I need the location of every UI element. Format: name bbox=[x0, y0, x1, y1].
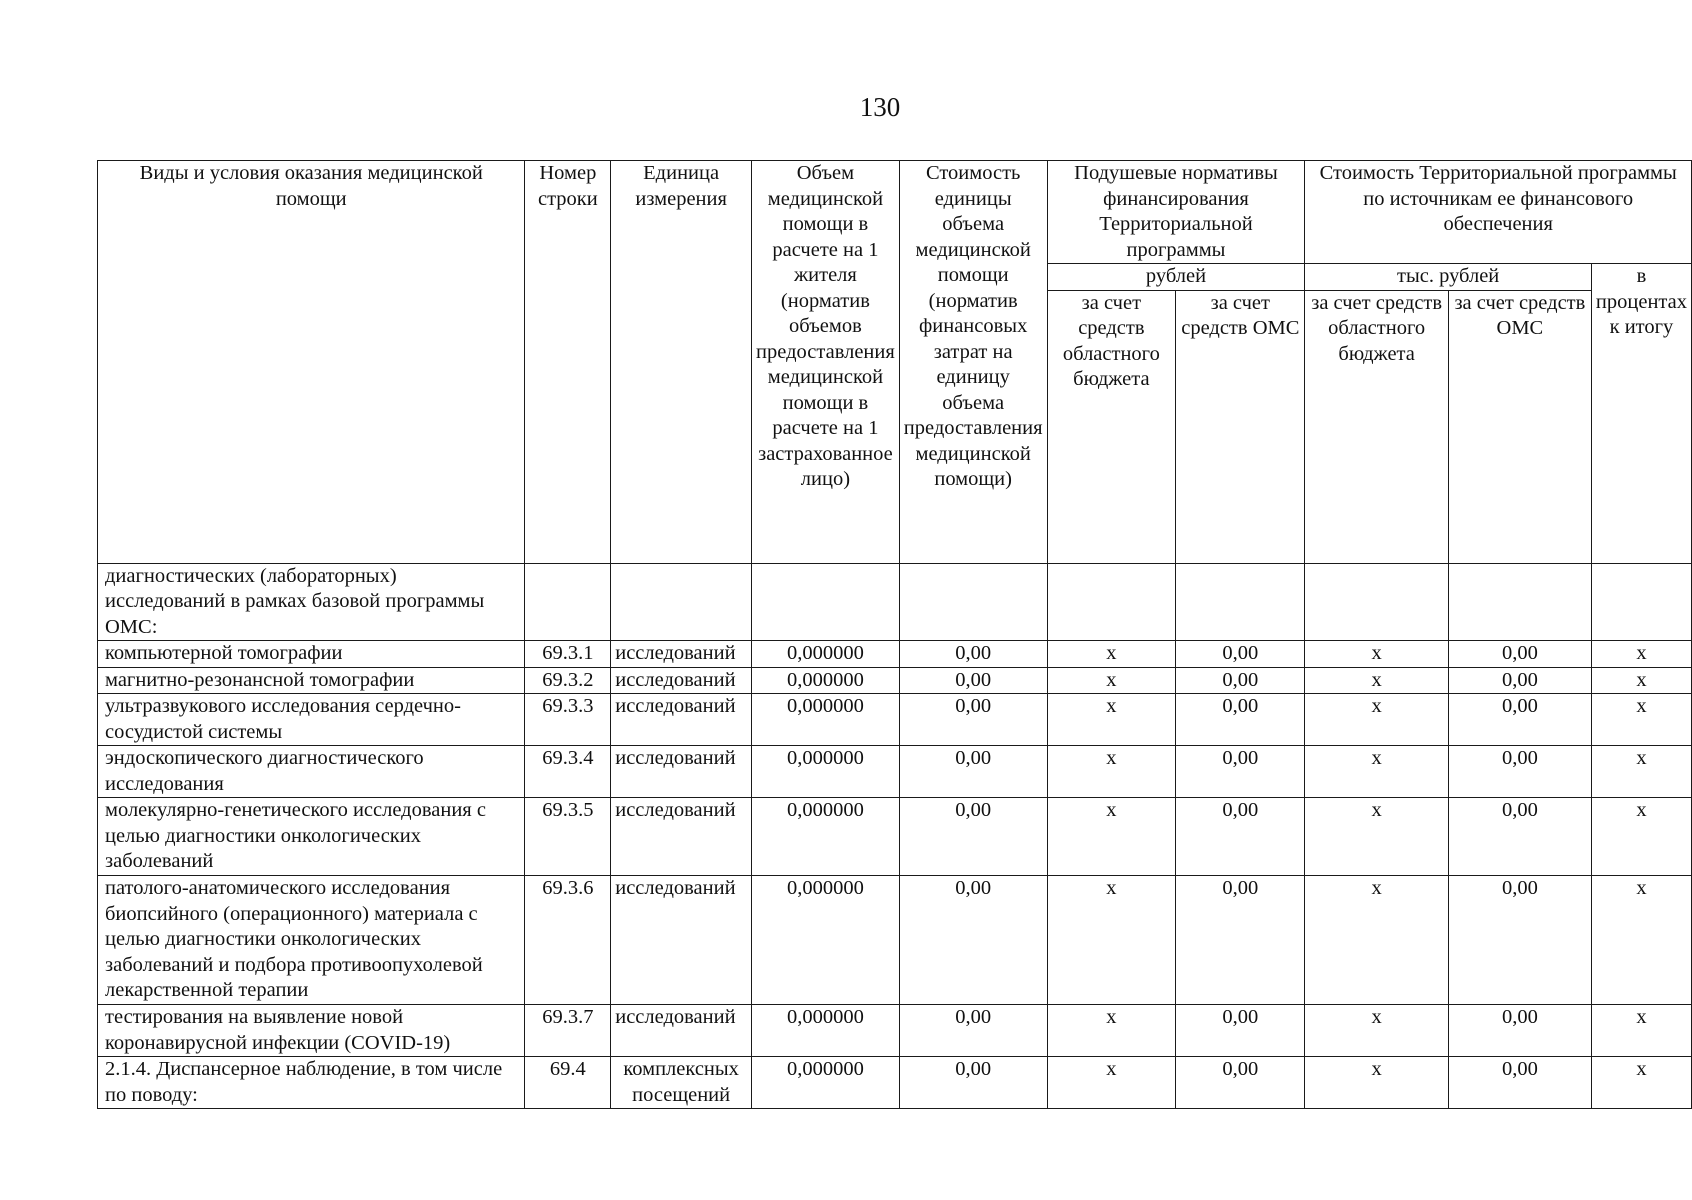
cell-pc-budget: x bbox=[1047, 798, 1176, 876]
header-volume: Объем медицинской помощи в расчете на 1 жителя (норматив объемов предоставления медицинской помощи в расчете на 1 застрахованное лицо) bbox=[752, 161, 900, 564]
cell-num: 69.3.7 bbox=[525, 1005, 611, 1057]
cell-percent: x bbox=[1591, 798, 1691, 876]
cell-tp-budget: x bbox=[1305, 641, 1448, 668]
header-unit-rub: рублей bbox=[1047, 264, 1305, 291]
cell-cost bbox=[899, 563, 1047, 641]
cell-cost: 0,00 bbox=[899, 641, 1047, 668]
cell-name: эндоскопического диагностического исследования bbox=[98, 746, 525, 798]
cell-tp-oms: 0,00 bbox=[1448, 746, 1591, 798]
cell-pc-oms: 0,00 bbox=[1176, 667, 1305, 694]
cell-tp-oms: 0,00 bbox=[1448, 1005, 1591, 1057]
cell-pc-oms: 0,00 bbox=[1176, 876, 1305, 1005]
cell-volume bbox=[752, 563, 900, 641]
table-row bbox=[98, 1005, 1692, 1057]
table-row bbox=[98, 876, 1692, 1005]
cell-num: 69.3.2 bbox=[525, 667, 611, 694]
cell-pc-budget: x bbox=[1047, 746, 1176, 798]
header-tp-oms: за счет средств ОМС bbox=[1448, 290, 1591, 563]
cell-tp-budget: x bbox=[1305, 876, 1448, 1005]
cell-pc-oms: 0,00 bbox=[1176, 798, 1305, 876]
header-percent: в процентах к итогу bbox=[1591, 264, 1691, 564]
cell-cost: 0,00 bbox=[899, 798, 1047, 876]
cell-pc-oms: 0,00 bbox=[1176, 694, 1305, 746]
table-row bbox=[98, 694, 1692, 746]
financing-table bbox=[97, 160, 1692, 1109]
header-row-number: Номер строки bbox=[525, 161, 611, 564]
cell-pc-oms bbox=[1176, 563, 1305, 641]
cell-percent: x bbox=[1591, 746, 1691, 798]
header-program-cost-group: Стоимость Территориальной программы по источникам ее финансового обеспечения bbox=[1305, 161, 1692, 264]
cell-tp-oms: 0,00 bbox=[1448, 641, 1591, 668]
cell-percent bbox=[1591, 563, 1691, 641]
header-pc-oms: за счет средств ОМС bbox=[1176, 290, 1305, 563]
table-row bbox=[98, 746, 1692, 798]
table-row bbox=[98, 641, 1692, 668]
cell-pc-oms: 0,00 bbox=[1176, 1005, 1305, 1057]
cell-num: 69.3.4 bbox=[525, 746, 611, 798]
cell-volume: 0,000000 bbox=[752, 667, 900, 694]
cell-volume: 0,000000 bbox=[752, 798, 900, 876]
cell-volume: 0,000000 bbox=[752, 694, 900, 746]
cell-tp-budget: x bbox=[1305, 1005, 1448, 1057]
page-number: 130 bbox=[859, 92, 901, 122]
cell-percent: x bbox=[1591, 1005, 1691, 1057]
cell-cost: 0,00 bbox=[899, 694, 1047, 746]
cell-unit: исследований bbox=[611, 667, 752, 694]
cell-tp-budget: x bbox=[1305, 694, 1448, 746]
header-per-capita-group: Подушевые нормативы финансирования Территориальной программы bbox=[1047, 161, 1305, 264]
cell-pc-oms: 0,00 bbox=[1176, 1057, 1305, 1109]
cell-volume: 0,000000 bbox=[752, 1005, 900, 1057]
table-row bbox=[98, 798, 1692, 876]
cell-tp-oms: 0,00 bbox=[1448, 667, 1591, 694]
cell-name: ультразвукового исследования сердечно-сосудистой системы bbox=[98, 694, 525, 746]
cell-percent: x bbox=[1591, 1057, 1691, 1109]
header-unit: Единица измерения bbox=[611, 161, 752, 564]
cell-cost: 0,00 bbox=[899, 876, 1047, 1005]
header-unit-thousand-rub: тыс. рублей bbox=[1305, 264, 1591, 291]
cell-name: компьютерной томографии bbox=[98, 641, 525, 668]
cell-tp-budget bbox=[1305, 563, 1448, 641]
cell-name: тестирования на выявление новой коронавирусной инфекции (COVID-19) bbox=[98, 1005, 525, 1057]
cell-num: 69.4 bbox=[525, 1057, 611, 1109]
cell-cost: 0,00 bbox=[899, 1057, 1047, 1109]
cell-unit: исследований bbox=[611, 694, 752, 746]
cell-pc-budget: x bbox=[1047, 1057, 1176, 1109]
header-kind: Виды и условия оказания медицинской помощи bbox=[98, 161, 525, 564]
cell-percent: x bbox=[1591, 667, 1691, 694]
cell-unit: исследований bbox=[611, 876, 752, 1005]
cell-volume: 0,000000 bbox=[752, 1057, 900, 1109]
cell-unit: исследований bbox=[611, 798, 752, 876]
cell-percent: x bbox=[1591, 641, 1691, 668]
cell-unit: исследований bbox=[611, 641, 752, 668]
cell-tp-budget: x bbox=[1305, 798, 1448, 876]
cell-num: 69.3.6 bbox=[525, 876, 611, 1005]
cell-name: магнитно-резонансной томографии bbox=[98, 667, 525, 694]
cell-unit bbox=[611, 563, 752, 641]
cell-tp-budget: x bbox=[1305, 746, 1448, 798]
cell-unit: комплексных посещений bbox=[611, 1057, 752, 1109]
cell-unit: исследований bbox=[611, 746, 752, 798]
table-row bbox=[98, 1057, 1692, 1109]
cell-tp-oms: 0,00 bbox=[1448, 798, 1591, 876]
table-row bbox=[98, 667, 1692, 694]
table-row bbox=[98, 563, 1692, 641]
cell-tp-budget: x bbox=[1305, 1057, 1448, 1109]
cell-volume: 0,000000 bbox=[752, 746, 900, 798]
cell-name: молекулярно-генетического исследования с целью диагностики онкологических заболеваний bbox=[98, 798, 525, 876]
cell-percent: x bbox=[1591, 876, 1691, 1005]
cell-tp-budget: x bbox=[1305, 667, 1448, 694]
cell-tp-oms: 0,00 bbox=[1448, 876, 1591, 1005]
cell-pc-oms: 0,00 bbox=[1176, 746, 1305, 798]
header-tp-budget: за счет средств областного бюджета bbox=[1305, 290, 1448, 563]
cell-tp-oms bbox=[1448, 563, 1591, 641]
cell-num: 69.3.1 bbox=[525, 641, 611, 668]
cell-num bbox=[525, 563, 611, 641]
cell-pc-budget: x bbox=[1047, 1005, 1176, 1057]
cell-tp-oms: 0,00 bbox=[1448, 694, 1591, 746]
cell-pc-oms: 0,00 bbox=[1176, 641, 1305, 668]
cell-pc-budget: x bbox=[1047, 641, 1176, 668]
cell-name: патолого-анатомического исследования биопсийного (операционного) материала с целью диагностики онкологических заболеваний и подбора противоопухолевой лекарственной терапии bbox=[98, 876, 525, 1005]
cell-name: диагностических (лабораторных) исследований в рамках базовой программы ОМС: bbox=[98, 563, 525, 641]
cell-cost: 0,00 bbox=[899, 746, 1047, 798]
cell-tp-oms: 0,00 bbox=[1448, 1057, 1591, 1109]
cell-num: 69.3.5 bbox=[525, 798, 611, 876]
header-cost: Стоимость единицы объема медицинской помощи (норматив финансовых затрат на единицу объема предоставления медицинской помощи) bbox=[899, 161, 1047, 564]
cell-volume: 0,000000 bbox=[752, 876, 900, 1005]
cell-unit: исследований bbox=[611, 1005, 752, 1057]
cell-pc-budget: x bbox=[1047, 694, 1176, 746]
cell-volume: 0,000000 bbox=[752, 641, 900, 668]
cell-cost: 0,00 bbox=[899, 667, 1047, 694]
cell-pc-budget bbox=[1047, 563, 1176, 641]
header-pc-budget: за счет средств областного бюджета bbox=[1047, 290, 1176, 563]
cell-num: 69.3.3 bbox=[525, 694, 611, 746]
cell-cost: 0,00 bbox=[899, 1005, 1047, 1057]
cell-percent: x bbox=[1591, 694, 1691, 746]
cell-pc-budget: x bbox=[1047, 667, 1176, 694]
cell-pc-budget: x bbox=[1047, 876, 1176, 1005]
cell-name: 2.1.4. Диспансерное наблюдение, в том числе по поводу: bbox=[98, 1057, 525, 1109]
